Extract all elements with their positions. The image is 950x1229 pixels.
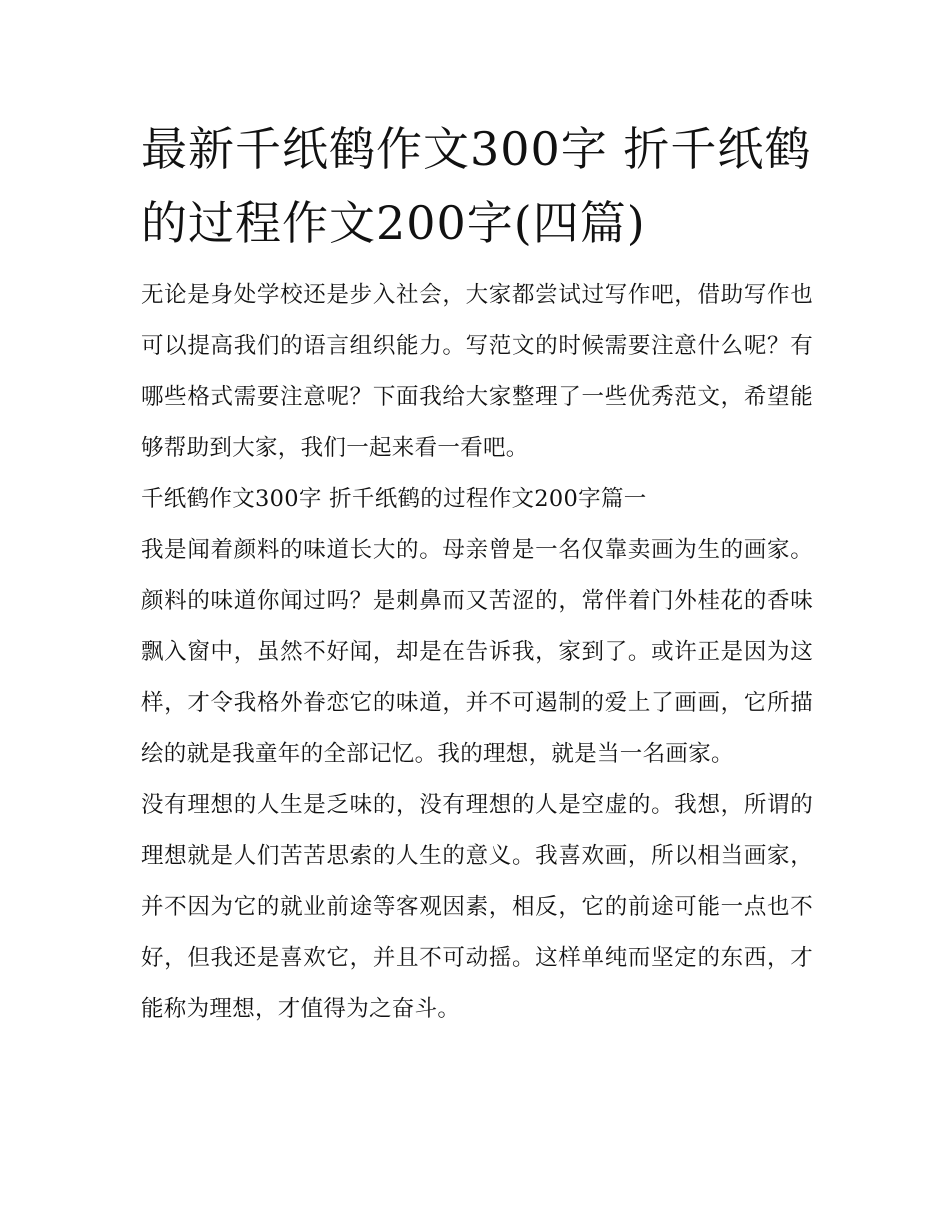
document-body (141, 270, 813, 1035)
document-content (141, 112, 813, 1035)
body-paragraph: 我是闻着颜料的味道长大的。母亲曾是一名仅靠卖画为生的画家。颜料的味道你闻过吗？是刺鼻而又苦涩的，常伴着门外桂花的香味飘入窗中，虽然不好闻，却是在告诉我，家到了。或许正是因为这样，才令我格外眷恋它的味道，并不可遏制的爱上了画画，它所描绘的就是我童年的全部记忆。我的理想，就是当一名画家。 (141, 537, 813, 767)
intro-paragraph: 无论是身处学校还是步入社会，大家都尝试过写作吧，借助写作也可以提高我们的语言组织能力。写范文的时候需要注意什么呢？有哪些格式需要注意呢？下面我给大家整理了一些优秀范文，希望能够帮助到大家，我们一起来看一看吧。 (141, 282, 813, 461)
document-title: 最新千纸鹤作文300字 折千纸鹤的过程作文200字(四篇) (141, 122, 812, 250)
section-heading: 千纸鹤作文300字 折千纸鹤的过程作文200字篇一 (141, 486, 647, 512)
body-paragraph: 没有理想的人生是乏味的，没有理想的人是空虚的。我想，所谓的理想就是人们苦苦思索的人生的意义。我喜欢画，所以相当画家，并不因为它的就业前途等客观因素，相反，它的前途可能一点也不好，但我还是喜欢它，并且不可动摇。这样单纯而坚定的东西，才能称为理想，才值得为之奋斗。 (141, 792, 813, 1022)
